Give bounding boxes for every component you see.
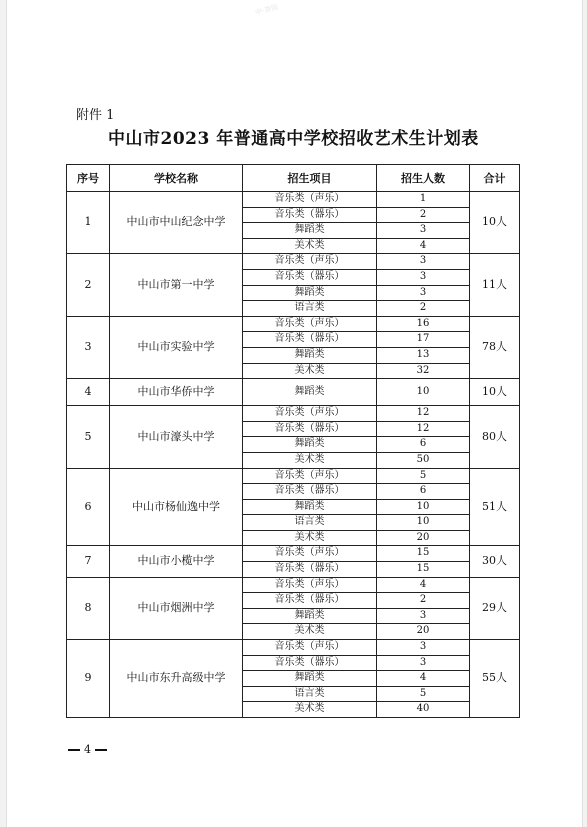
cell-total: 10人: [470, 192, 520, 254]
cell-index: 6: [67, 468, 110, 546]
cell-enrollment: 4: [377, 238, 470, 254]
cell-program: 美术类: [243, 238, 377, 254]
cell-enrollment: 2: [377, 593, 470, 609]
footer-dash-left: [68, 749, 80, 751]
cell-index: 4: [67, 379, 110, 406]
header-index: 序号: [67, 165, 110, 192]
cell-index: 2: [67, 254, 110, 316]
cell-enrollment: 20: [377, 530, 470, 546]
cell-enrollment: 5: [377, 686, 470, 702]
cell-program: 音乐类（声乐）: [243, 577, 377, 593]
cell-index: 5: [67, 406, 110, 468]
cell-enrollment: 3: [377, 608, 470, 624]
table-row: [67, 379, 520, 406]
header-school-name: 学校名称: [110, 165, 243, 192]
cell-index: 3: [67, 316, 110, 378]
cell-program: 语言类: [243, 301, 377, 317]
cell-enrollment: 3: [377, 655, 470, 671]
cell-enrollment: 15: [377, 546, 470, 562]
cell-program: 舞蹈类: [243, 671, 377, 687]
cell-school-name: 中山市濠头中学: [110, 406, 243, 468]
cell-program: 舞蹈类: [243, 437, 377, 453]
cell-program: 舞蹈类: [243, 223, 377, 239]
cell-school-name: 中山市中山纪念中学: [110, 192, 243, 254]
header-total: 合计: [470, 165, 520, 192]
cell-program: 音乐类（器乐）: [243, 207, 377, 223]
cell-program: 音乐类（声乐）: [243, 468, 377, 484]
cell-program: 美术类: [243, 702, 377, 718]
cell-school-name: 中山市烟洲中学: [110, 577, 243, 639]
cell-enrollment: 12: [377, 421, 470, 437]
cell-enrollment: 20: [377, 624, 470, 640]
cell-enrollment: 13: [377, 347, 470, 363]
cell-program: 音乐类（声乐）: [243, 546, 377, 562]
cell-school-name: 中山市东升高级中学: [110, 640, 243, 718]
table-header-row: [67, 165, 520, 192]
cell-program: 美术类: [243, 452, 377, 468]
footer-dash-right: [95, 749, 107, 751]
cell-program: 音乐类（器乐）: [243, 655, 377, 671]
art-student-plan-table: [66, 164, 520, 718]
cell-total: 30人: [470, 546, 520, 577]
cell-enrollment: 17: [377, 332, 470, 348]
cell-program: 音乐类（器乐）: [243, 484, 377, 500]
cell-enrollment: 10: [377, 379, 470, 406]
cell-program: 音乐类（器乐）: [243, 593, 377, 609]
cell-program: 舞蹈类: [243, 499, 377, 515]
cell-school-name: 中山市第一中学: [110, 254, 243, 316]
cell-program: 美术类: [243, 530, 377, 546]
cell-school-name: 中山市实验中学: [110, 316, 243, 378]
cell-program: 音乐类（声乐）: [243, 316, 377, 332]
table-row: [67, 254, 520, 270]
cell-enrollment: 3: [377, 640, 470, 656]
table-row: [67, 406, 520, 422]
cell-enrollment: 1: [377, 192, 470, 208]
cell-enrollment: 4: [377, 671, 470, 687]
table-body: [67, 192, 520, 718]
cell-enrollment: 3: [377, 285, 470, 301]
watermark: 中·查阅: [254, 3, 279, 17]
cell-enrollment: 3: [377, 269, 470, 285]
cell-enrollment: 10: [377, 499, 470, 515]
cell-index: 1: [67, 192, 110, 254]
cell-program: 音乐类（器乐）: [243, 269, 377, 285]
cell-program: 音乐类（声乐）: [243, 254, 377, 270]
cell-enrollment: 6: [377, 437, 470, 453]
cell-enrollment: 3: [377, 254, 470, 270]
cell-index: 8: [67, 577, 110, 639]
cell-enrollment: 4: [377, 577, 470, 593]
cell-enrollment: 50: [377, 452, 470, 468]
cell-total: 55人: [470, 640, 520, 718]
table-row: [67, 316, 520, 332]
cell-program: 音乐类（器乐）: [243, 562, 377, 578]
cell-program: 语言类: [243, 515, 377, 531]
cell-enrollment: 32: [377, 363, 470, 379]
cell-school-name: 中山市杨仙逸中学: [110, 468, 243, 546]
table-row: [67, 192, 520, 208]
table-row: [67, 577, 520, 593]
cell-program: 美术类: [243, 363, 377, 379]
cell-enrollment: 5: [377, 468, 470, 484]
header-enrollment: 招生人数: [377, 165, 470, 192]
cell-index: 9: [67, 640, 110, 718]
cell-program: 音乐类（声乐）: [243, 640, 377, 656]
cell-enrollment: 2: [377, 301, 470, 317]
cell-program: 音乐类（声乐）: [243, 192, 377, 208]
page-title: 中山市2023 年普通高中学校招收艺术生计划表: [108, 129, 479, 149]
cell-school-name: 中山市小榄中学: [110, 546, 243, 577]
cell-program: 舞蹈类: [243, 608, 377, 624]
header-program: 招生项目: [243, 165, 377, 192]
table-row: [67, 546, 520, 562]
cell-program: 音乐类（器乐）: [243, 332, 377, 348]
cell-enrollment: 10: [377, 515, 470, 531]
cell-enrollment: 40: [377, 702, 470, 718]
cell-program: 美术类: [243, 624, 377, 640]
cell-index: 7: [67, 546, 110, 577]
cell-program: 语言类: [243, 686, 377, 702]
cell-enrollment: 12: [377, 406, 470, 422]
table-row: [67, 468, 520, 484]
cell-total: 11人: [470, 254, 520, 316]
cell-program: 舞蹈类: [243, 379, 377, 406]
cell-total: 10人: [470, 379, 520, 406]
cell-program: 舞蹈类: [243, 347, 377, 363]
attachment-label: 附件 1: [76, 108, 115, 123]
cell-enrollment: 16: [377, 316, 470, 332]
cell-enrollment: 2: [377, 207, 470, 223]
page-footer: [68, 743, 107, 756]
page-number: 4: [84, 743, 91, 756]
cell-enrollment: 3: [377, 223, 470, 239]
cell-enrollment: 15: [377, 562, 470, 578]
cell-total: 51人: [470, 468, 520, 546]
cell-total: 80人: [470, 406, 520, 468]
cell-total: 78人: [470, 316, 520, 378]
cell-program: 舞蹈类: [243, 285, 377, 301]
cell-enrollment: 6: [377, 484, 470, 500]
cell-program: 音乐类（器乐）: [243, 421, 377, 437]
cell-program: 音乐类（声乐）: [243, 406, 377, 422]
table-row: [67, 640, 520, 656]
cell-school-name: 中山市华侨中学: [110, 379, 243, 406]
cell-total: 29人: [470, 577, 520, 639]
